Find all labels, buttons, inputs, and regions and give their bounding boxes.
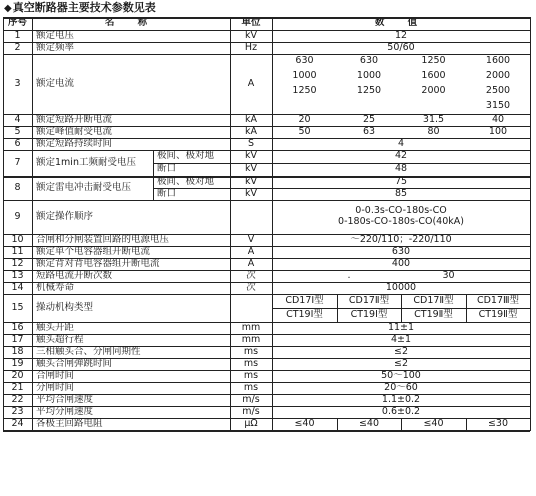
value-cell: 1600	[485, 55, 511, 67]
parameter-name: 额定短路开断电流	[36, 114, 113, 125]
value-text: 4	[397, 138, 405, 149]
parameter-name: 额定雷电冲击耐受电压	[36, 181, 132, 193]
unit-cell: ms	[243, 382, 259, 393]
unit-cell: kV	[244, 176, 257, 187]
column-rule	[337, 418, 338, 430]
parameter-name: 额定频率	[36, 42, 75, 53]
value-cell: CT19Ⅱ型	[414, 308, 453, 320]
row-number: 14	[11, 282, 24, 293]
value-cell	[272, 382, 530, 394]
unit-cell	[230, 200, 272, 234]
row-rule	[3, 17, 530, 19]
value-cell: 20	[298, 114, 311, 125]
value-cell	[272, 270, 530, 282]
unit-cell: kA	[244, 126, 257, 137]
unit-cell: m/s	[242, 406, 260, 417]
value-cell: 40	[491, 114, 505, 125]
parameter-name: 三相触头合、分闸同期性	[36, 346, 141, 357]
value-cell: 31.5	[422, 114, 445, 125]
value-cell: 80	[427, 126, 440, 137]
unit-cell: kA	[244, 114, 257, 125]
row-number: 20	[11, 370, 24, 381]
parameter-name: 额定电压	[36, 30, 75, 41]
sub-parameter: 极间、极对地	[157, 176, 215, 187]
value-cell: ≤40	[294, 418, 315, 429]
column-rule	[466, 418, 467, 430]
value-cell: 1250	[421, 55, 446, 67]
value-text: 400	[391, 258, 411, 269]
parameter-name: 触头开距	[36, 322, 75, 333]
value-cell: CD17Ⅰ型	[285, 294, 324, 306]
value-cell: CD17Ⅲ型	[476, 294, 520, 306]
table-title	[4, 1, 156, 15]
value-cell: CD17Ⅱ型	[413, 294, 454, 306]
parameter-name: 平均分闸速度	[36, 406, 94, 417]
value-cell	[272, 42, 530, 54]
row-number: 3	[14, 77, 21, 89]
row-number: 1	[14, 30, 21, 41]
row-number: 10	[11, 234, 24, 245]
value-cell: 1600	[421, 70, 446, 82]
row-number: 15	[11, 301, 24, 313]
value-text: ≤2	[393, 358, 408, 369]
parameter-name: 额定电流	[36, 77, 75, 89]
column-rule	[337, 294, 338, 322]
row-number: 22	[11, 394, 24, 405]
value-line: 0-0.3s-CO-180s-CO	[355, 205, 447, 217]
unit-cell: ms	[243, 346, 259, 357]
value-cell	[337, 99, 401, 114]
value-cell	[401, 99, 466, 114]
value-cell: 1250	[356, 85, 382, 97]
column-rule	[401, 294, 402, 322]
row-rule	[3, 430, 530, 432]
parameter-name: 额定背对背电容器组开断电流	[36, 258, 160, 269]
value-cell	[272, 138, 530, 150]
unit-cell: mm	[241, 322, 261, 333]
value-cell: 2000	[485, 70, 511, 82]
value-cell: 2500	[485, 85, 511, 97]
value-text: 50～100	[381, 370, 421, 381]
value-cell: 630	[359, 55, 379, 67]
diamond-bullet-icon: ◆	[4, 3, 12, 14]
value-cell: 63	[362, 126, 376, 137]
value-cell	[272, 282, 530, 294]
parameter-name: 额定单个电容器组开断电流	[36, 246, 151, 257]
value-text: 50/60	[387, 42, 415, 53]
parameter-name: 操动机构类型	[36, 301, 94, 313]
sub-parameter: 断口	[157, 188, 177, 199]
value-text: 20～60	[384, 382, 418, 393]
parameter-name: 额定操作顺序	[36, 210, 94, 222]
value-text: 630	[391, 246, 411, 257]
value-cell	[272, 258, 530, 270]
row-number: 18	[11, 346, 24, 357]
row-number: 11	[11, 246, 24, 257]
value-cell: 3150	[485, 100, 511, 112]
value-cell: ≤40	[358, 418, 380, 429]
value-text: ≤2	[393, 346, 408, 357]
column-rule	[3, 17, 4, 430]
unit-cell: ms	[243, 370, 259, 381]
unit-cell: V	[247, 234, 255, 245]
unit-cell: kV	[244, 188, 257, 199]
value-prefix: .	[347, 270, 351, 281]
value-cell	[272, 99, 337, 114]
parameter-name: 平均合闸速度	[36, 394, 94, 405]
value-cell: 1000	[292, 70, 317, 82]
row-number: 12	[11, 258, 24, 269]
value-cell: 1000	[356, 70, 382, 82]
unit-cell: 次	[246, 282, 256, 293]
row-number: 2	[14, 42, 21, 53]
header-no: 序号	[7, 17, 27, 29]
column-rule	[153, 150, 154, 176]
value-text: 30	[442, 270, 455, 281]
column-rule	[32, 17, 33, 430]
value-cell: ≤40	[423, 418, 444, 429]
value-cell: CT19Ⅰ型	[350, 308, 388, 320]
row-number: 19	[11, 358, 24, 369]
column-rule	[230, 17, 231, 430]
column-rule	[272, 17, 273, 430]
value-text: 0.6±0.2	[381, 406, 421, 417]
row-number: 5	[14, 126, 21, 137]
row-number: 9	[14, 210, 21, 222]
value-text: ～220/110；-220/110	[350, 234, 452, 245]
value-cell: 75	[394, 176, 408, 187]
table-title-text: 真空断路器主要技术参数见表	[12, 1, 156, 14]
unit-cell: kV	[244, 150, 257, 162]
value-text: 10000	[385, 282, 417, 293]
parameter-name: 机械寿命	[36, 282, 75, 293]
unit-cell	[230, 294, 272, 322]
row-number: 17	[11, 334, 24, 345]
value-cell: 630	[295, 55, 314, 67]
value-cell: 48	[394, 163, 408, 175]
header-value: 数 值	[374, 17, 428, 29]
value-cell	[272, 358, 530, 370]
column-rule	[153, 176, 154, 200]
value-cell	[272, 406, 530, 418]
value-cell	[272, 322, 530, 334]
unit-cell: A	[247, 246, 255, 257]
row-rule	[153, 188, 530, 189]
parameter-name: 额定短路持续时间	[36, 138, 113, 149]
value-cell	[272, 234, 530, 246]
row-number: 7	[14, 156, 21, 168]
value-cell: 42	[394, 150, 408, 162]
value-cell: ≤30	[487, 418, 509, 429]
column-rule	[401, 418, 402, 430]
value-cell: 85	[394, 188, 408, 199]
row-number: 21	[11, 382, 24, 393]
value-text: 11±1	[387, 322, 415, 333]
sub-parameter: 断口	[157, 163, 177, 175]
value-cell	[272, 200, 530, 234]
parameter-name: 触头合闸弹跳时间	[36, 358, 113, 369]
parameter-name: 额定峰值耐受电流	[36, 126, 113, 137]
unit-cell: A	[247, 258, 255, 269]
unit-cell: μΩ	[244, 418, 258, 429]
parameter-name: 合闸和分闸装置回路的电源电压	[36, 234, 170, 245]
unit-cell: kV	[244, 163, 257, 175]
unit-cell: A	[247, 77, 255, 89]
row-number: 6	[14, 138, 21, 149]
row-number: 8	[14, 181, 21, 193]
parameter-name: 短路电流开断次数	[36, 270, 113, 281]
parameter-name: 触头超行程	[36, 334, 84, 345]
value-cell: 1250	[292, 85, 317, 97]
value-cell	[272, 30, 530, 42]
parameter-name: 合闸时间	[36, 370, 75, 381]
value-line: 0-180s-CO-180s-CO(40kA)	[338, 216, 464, 227]
row-rule	[153, 163, 530, 164]
parameter-name: 各极主回路电阻	[36, 418, 103, 429]
unit-cell: S	[247, 138, 255, 149]
value-cell: CT19Ⅰ型	[286, 308, 323, 320]
row-number: 24	[11, 418, 24, 429]
unit-cell: ms	[243, 358, 259, 369]
sub-parameter: 极间、极对地	[157, 150, 215, 162]
row-number: 23	[11, 406, 24, 417]
value-cell: CD17Ⅱ型	[348, 294, 390, 306]
value-cell	[272, 246, 530, 258]
unit-cell: mm	[241, 334, 261, 345]
column-rule	[466, 294, 467, 322]
header-name: 名 称	[104, 17, 158, 29]
value-cell	[272, 370, 530, 382]
header-unit: 单位	[241, 17, 261, 29]
value-cell	[272, 394, 530, 406]
value-cell: 25	[362, 114, 376, 125]
value-text: 12	[394, 30, 408, 41]
row-number: 4	[14, 114, 21, 125]
parameter-name: 分闸时间	[36, 382, 75, 393]
value-cell: 100	[488, 126, 508, 137]
unit-cell: m/s	[242, 394, 260, 405]
row-number: 13	[11, 270, 24, 281]
value-cell: 50	[298, 126, 311, 137]
value-cell	[272, 334, 530, 346]
unit-cell: 次	[246, 270, 256, 281]
value-text: 1.1±0.2	[381, 394, 421, 405]
value-text: 4±1	[390, 334, 412, 345]
column-rule	[530, 17, 531, 431]
value-cell: 2000	[421, 85, 446, 97]
parameter-name: 额定1min工频耐受电压	[36, 156, 136, 168]
unit-cell: kV	[244, 30, 257, 41]
row-number: 16	[11, 322, 24, 333]
value-cell	[272, 346, 530, 358]
unit-cell: Hz	[244, 42, 258, 53]
value-cell: CT19Ⅱ型	[478, 308, 518, 320]
